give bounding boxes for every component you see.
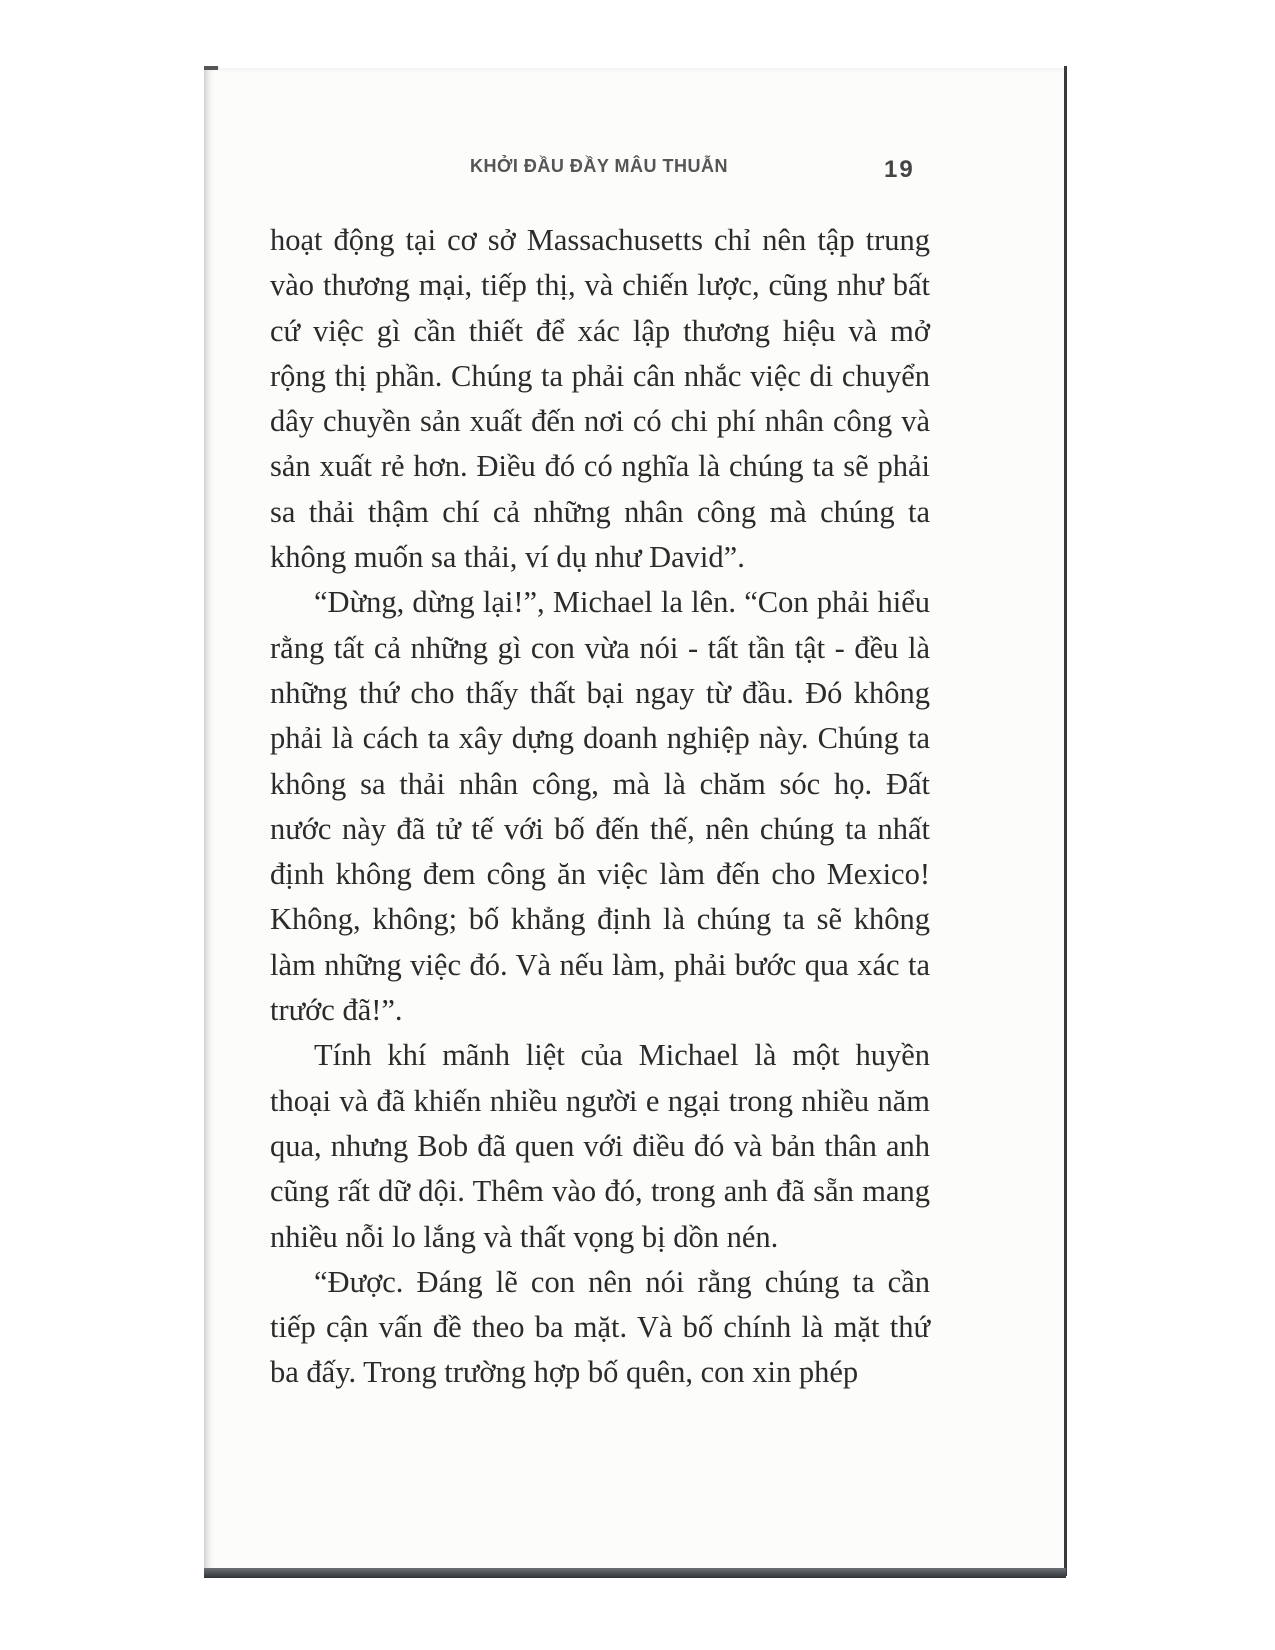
paragraph: “Được. Đáng lẽ con nên nói rằng chúng ta cần tiếp cận vấn đề theo ba mặt. Và bố chính là mặt thứ ba đấy. Trong trường hợp bố quên, con xin phép <box>270 1264 930 1390</box>
page-corner-mark <box>204 66 218 70</box>
page-right-edge <box>1064 66 1067 1576</box>
running-head: KHỞI ĐẦU ĐẦY MÂU THUẪN <box>470 156 729 176</box>
page-bottom-edge <box>204 1568 1066 1578</box>
paragraph: “Dừng, dừng lại!”, Michael la lên. “Con phải hiểu rằng tất cả những gì con vừa nói - tất tần tật - đều là những thứ cho thấy thất bại ngay từ đầu. Đó không phải là cách ta xây dựng doanh nghiệp này. Chúng ta không sa thải nhân công, mà là chăm sóc họ. Đất nước này đã tử tế với bố đến thế, nên chúng ta nhất định không đem công ăn việc làm đến cho Mexico! Không, không; bố khẳng định là chúng ta sẽ không làm những việc đó. Và nếu làm, phải bước qua xác ta trước đã!”. <box>270 585 930 1028</box>
paragraph: Tính khí mãnh liệt của Michael là một huyền thoại và đã khiến nhiều người e ngại trong nhiều năm qua, nhưng Bob đã quen với điều đó và bản thân anh cũng rất dữ dội. Thêm vào đó, trong anh đã sẵn mang nhiều nỗi lo lắng và thất vọng bị dồn nén. <box>270 1038 930 1254</box>
paragraph: hoạt động tại cơ sở Massachusetts chỉ nên tập trung vào thương mại, tiếp thị, và chiến lược, cũng như bất cứ việc gì cần thiết để xác lập thương hiệu và mở rộng thị phần. Chúng ta phải cân nhắc việc di chuyển dây chuyền sản xuất đến nơi có chi phí nhân công và sản xuất rẻ hơn. Điều đó có nghĩa là chúng ta sẽ phải sa thải thậm chí cả những nhân công mà chúng ta không muốn sa thải, ví dụ như David”. <box>270 223 930 575</box>
body-text <box>270 218 930 1396</box>
page-number: 19 <box>884 156 915 183</box>
